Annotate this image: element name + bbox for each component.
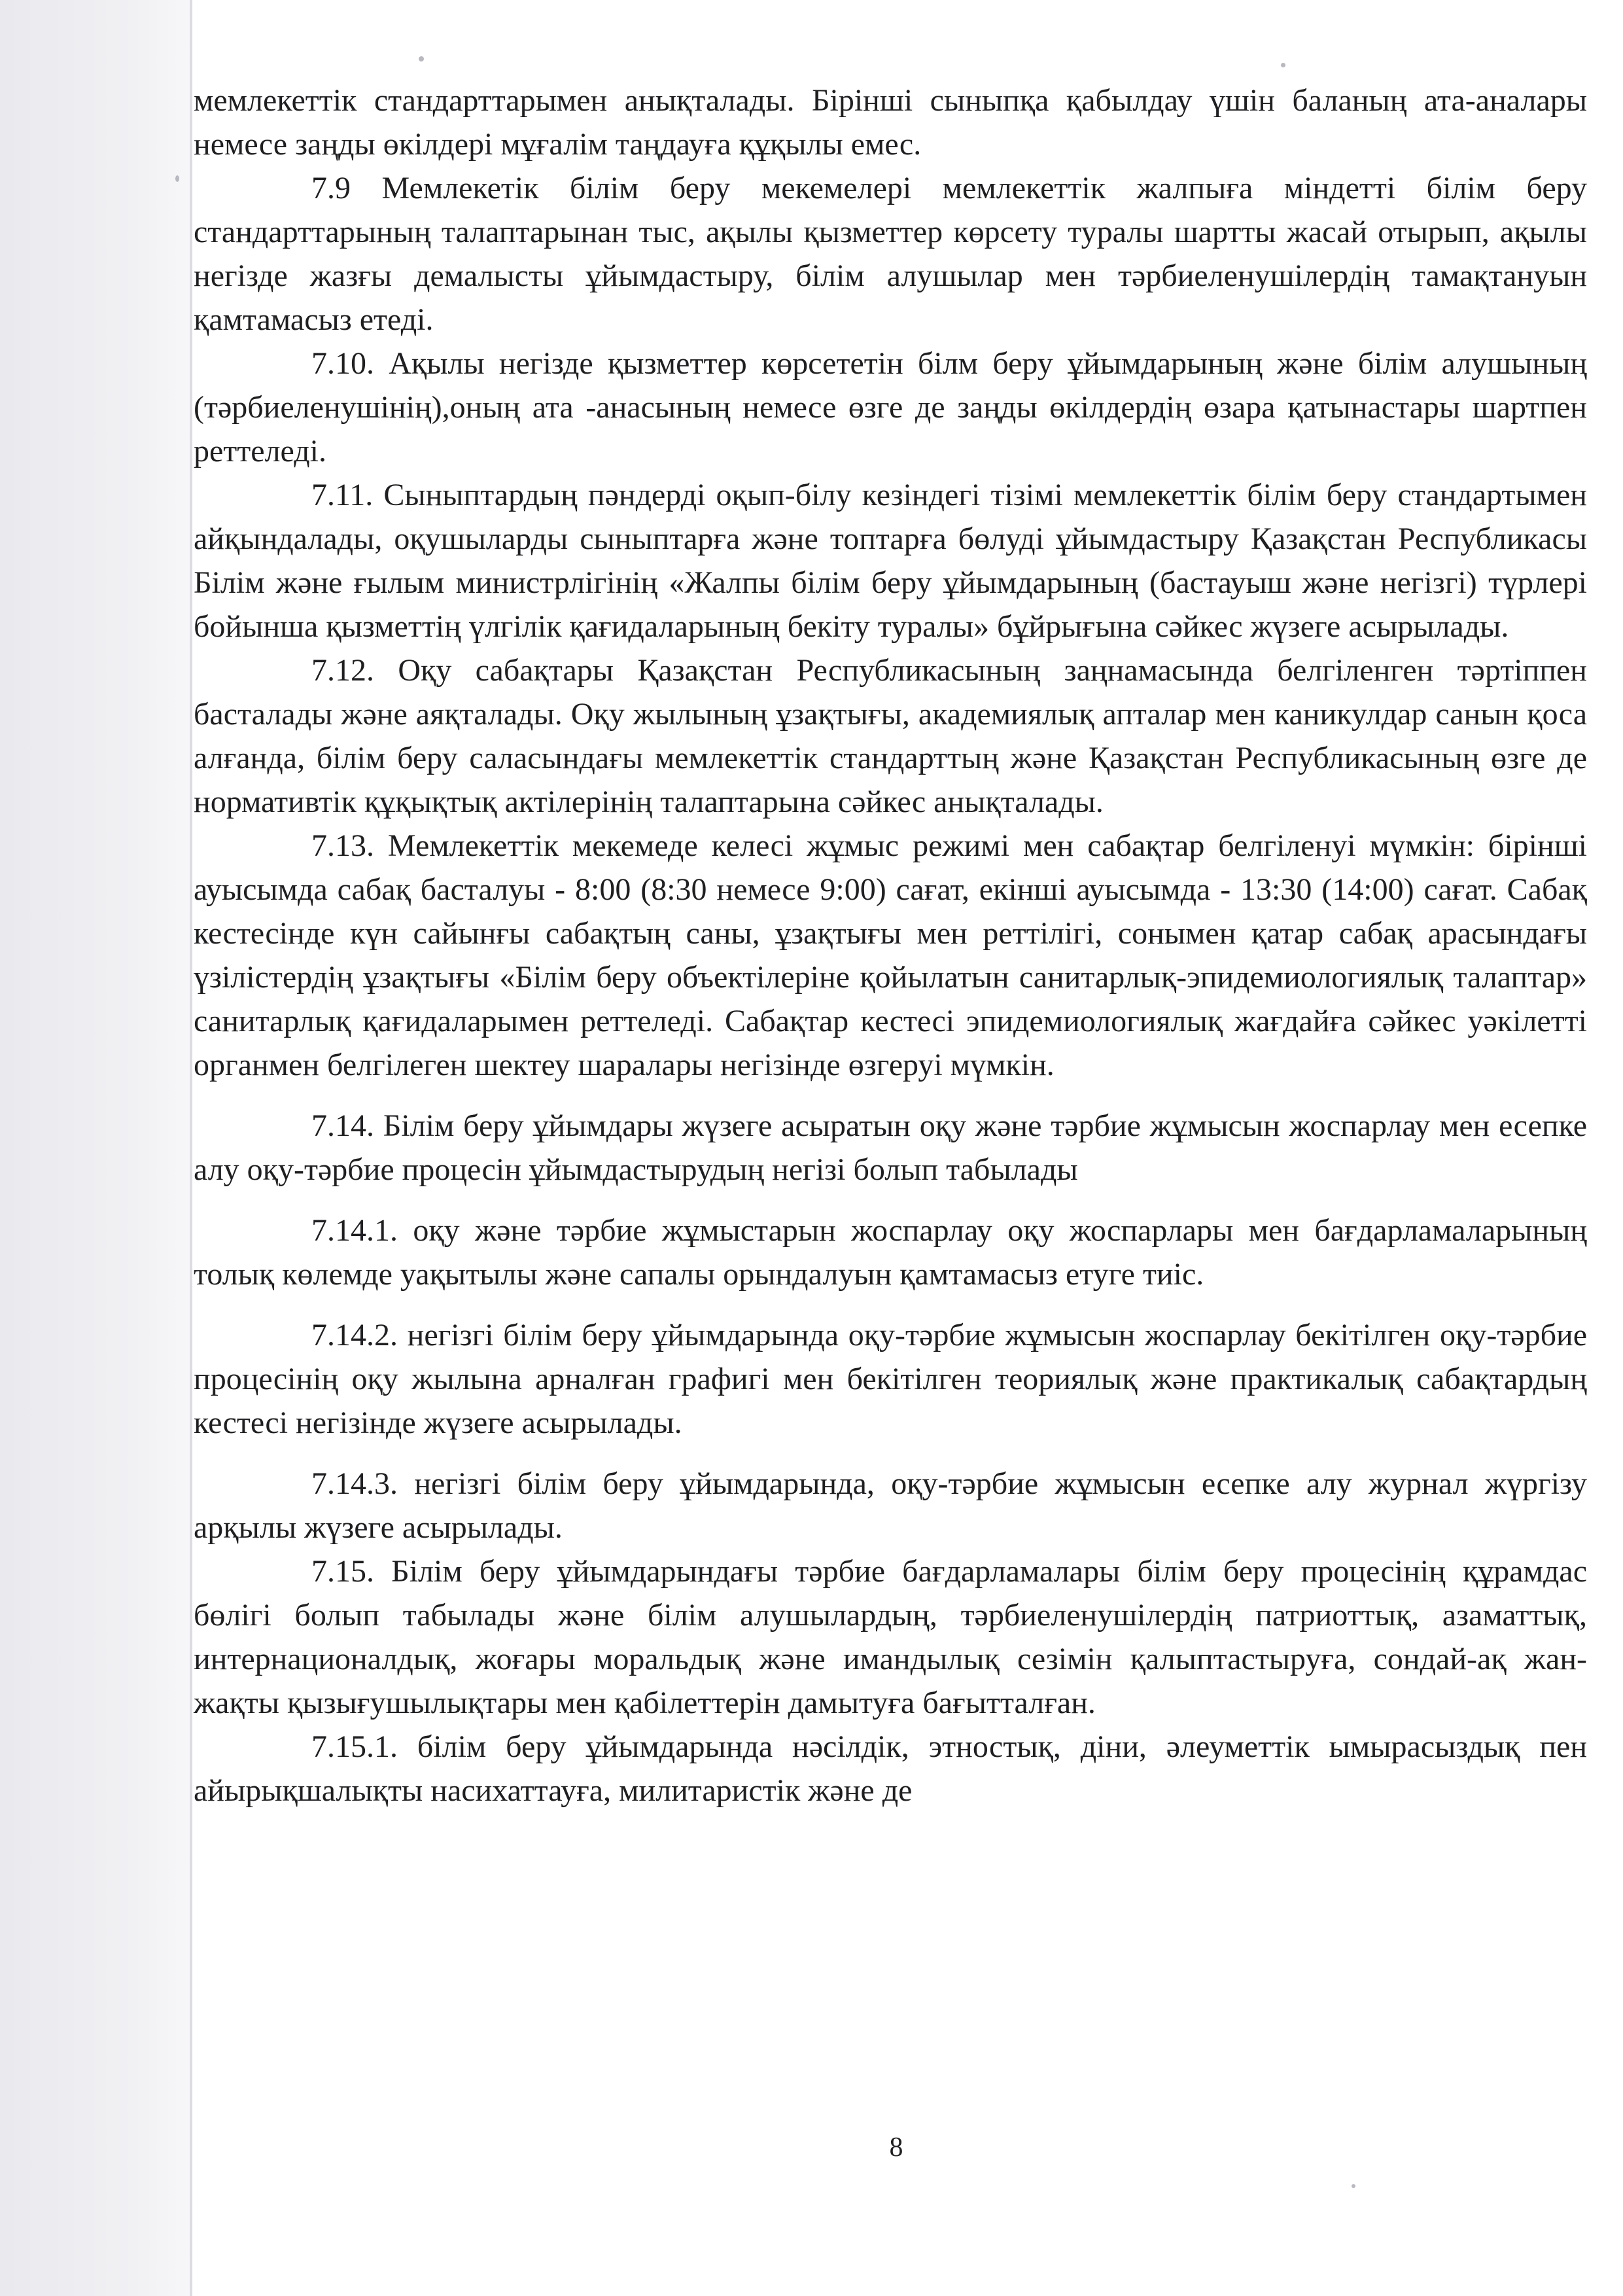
scan-speck [1281, 63, 1285, 67]
paragraph-7-13: 7.13. Мемлекеттік мекемеде келесі жұмыс режимі мен сабақтар белгіленуі мүмкін: бірінші ауысымда сабақ басталуы - 8:00 (8:30 немесе 9:00) сағат, екінші ауысымда - 13:30 (14:00) сағат. Сабақ кестесінде күн сайынғы сабақтың саны, ұзақтығы мен реттілігі, сонымен қатар сабақ арасындағы үзілістердің ұзақтығы «Білім беру объектілеріне қойылатын санитарлық-эпидемиологиялық талаптар» санитарлық қағидаларымен реттеледі. Сабақтар кестесі эпидемиологиялық жағдайға сәйкес уәкілетті органмен белгілеген шектеу шаралары негізінде өзгеруі мүмкін. [194, 828, 1587, 1082]
paragraph-7-14-2: 7.14.2. негізгі білім беру ұйымдарында оқу-тәрбие жұмысын жоспарлау бекітілген оқу-тәрбие процесінің оқу жылына арналған графигі мен бекітілген теориялық және практикалық сабақтардың кестесі негізінде жүзеге асырылады. [194, 1318, 1587, 1440]
scan-speck [1352, 2184, 1355, 2188]
paragraph-7-14: 7.14. Білім беру ұйымдары жүзеге асыратын оқу және тәрбие жұмысын жоспарлау мен есепке алу оқу-тәрбие процесін ұйымдастырудың негізі болып табылады [194, 1108, 1587, 1187]
paragraph-7-10: 7.10. Ақылы негізде қызметтер көрсететін білм беру ұйымдарының және білім алушының (тәрбиеленушінің),оның ата -анасының немесе өзге де заңды өкілдердің өзара қатынастары шартпен реттеледі. [194, 346, 1587, 468]
scan-shadow-strip [0, 0, 191, 2296]
paragraph-7-9: 7.9 Мемлекетік білім беру мекемелері мемлекеттік жалпыға міндетті білім беру стандарттарының талаптарынан тыс, ақылы қызметтер көрсету туралы шартты жасай отырып, ақылы негізде жазғы демалысты ұйымдастыру, білім алушылар мен тәрбиеленушілердің тамақтануын қамтамасыз етеді. [194, 171, 1587, 337]
scan-speck [419, 56, 424, 62]
paragraph-7-14-3: 7.14.3. негізгі білім беру ұйымдарында, оқу-тәрбие жұмысын есепке алу журнал жүргізу арқылы жүзеге асырылады. [194, 1466, 1587, 1545]
document-body [194, 79, 1587, 1812]
scan-edge-line [190, 0, 192, 2296]
paragraph-continuation: мемлекеттік стандарттарымен анықталады. Бірінші сыныпқа қабылдау үшін баланың ата-аналары немесе заңды өкілдері мұғалім таңдауға құқылы емес. [194, 83, 1587, 162]
page-number: 8 [889, 2132, 903, 2163]
paragraph-7-14-1: 7.14.1. оқу және тәрбие жұмыстарын жоспарлау оқу жоспарлары мен бағдарламаларының толық көлемде уақытылы және сапалы орындалуын қамтамасыз етуге тиіс. [194, 1213, 1587, 1292]
paragraph-7-11: 7.11. Сыныптардың пәндерді оқып-білу кезіндегі тізімі мемлекеттік білім беру стандартымен айқындалады, оқушыларды сыныптарға және топтарға бөлуді ұйымдастыру Қазақстан Республикасы Білім және ғылым министрлігінің «Жалпы білім беру ұйымдарының (бастауыш және негізгі) түрлері бойынша қызметтің үлгілік қағидаларының бекіту туралы» бұйрығына сәйкес жүзеге асырылады. [194, 478, 1587, 644]
paragraph-7-12: 7.12. Оқу сабақтары Қазақстан Республикасының заңнамасында белгіленген тәртіппен басталады және аяқталады. Оқу жылының ұзақтығы, академиялық апталар мен каникулдар санын қоса алғанда, білім беру саласындағы мемлекеттік стандарттың және Қазақстан Республикасының өзге де нормативтік құқықтық актілерінің талаптарына сәйкес анықталады. [194, 653, 1587, 819]
scan-speck [175, 175, 179, 182]
paragraph-7-15-1: 7.15.1. білім беру ұйымдарында нәсілдік, этностық, діни, әлеуметтік ымырасыздық пен айырықшалықты насихаттауға, милитаристік және де [194, 1729, 1587, 1808]
paragraph-7-15: 7.15. Білім беру ұйымдарындағы тәрбие бағдарламалары білім беру процесінің құрамдас бөлігі болып табылады және білім алушылардың, тәрбиеленушілердің патриоттық, азаматтық, интернационалдық, жоғары моральдық және имандылық сезімін қалыптастыруға, сондай-ақ жан-жақты қызығушылықтары мен қабілеттерін дамытуға бағытталған. [194, 1554, 1587, 1720]
